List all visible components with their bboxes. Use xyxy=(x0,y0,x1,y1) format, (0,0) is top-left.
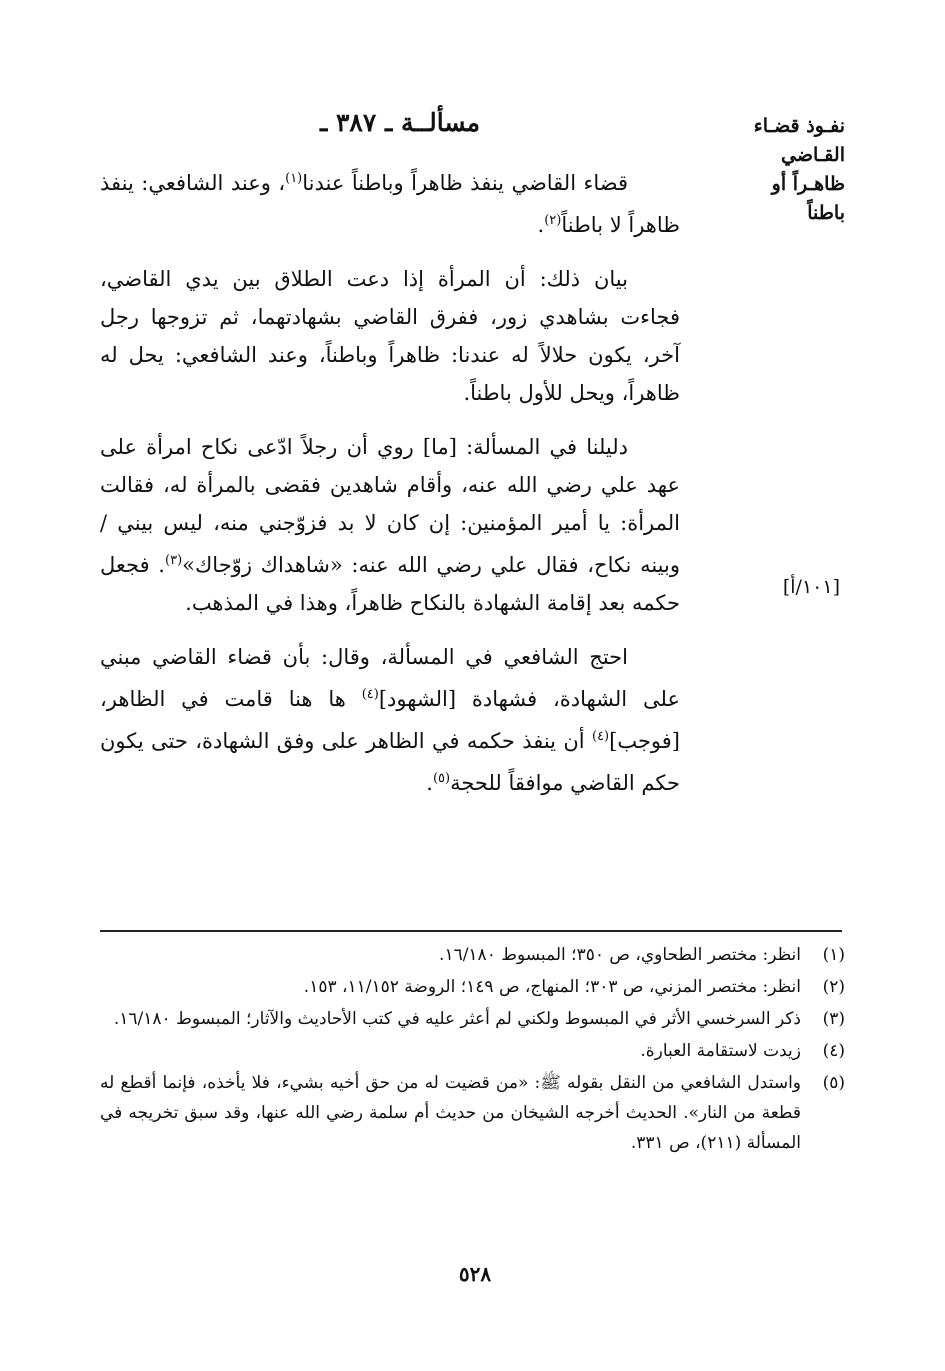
folio-marker: [١٠١/أ] xyxy=(782,576,840,598)
footnote xyxy=(100,940,845,970)
text-segment: . xyxy=(537,213,545,237)
text-segment: احتج الشافعي في المسألة، وقال: بأن قضاء القاضي مبني على الشهادة، فشهادة [الشهود] xyxy=(100,645,680,711)
footnote xyxy=(100,1036,845,1066)
issue-heading: مسألــة ـ ٣٨٧ ـ xyxy=(319,108,481,137)
footnote-text: انظر: مختصر الطحاوي، ص ٣٥٠؛ المبسوط ١٦/١٨٠. xyxy=(439,945,801,965)
footnote-divider xyxy=(100,930,842,932)
footnotes xyxy=(100,940,845,1160)
paragraph xyxy=(100,428,680,622)
footnote-ref: (٣) xyxy=(165,553,183,568)
paragraph xyxy=(100,260,680,412)
text-segment: قضاء القاضي ينفذ ظاهراً وباطناً عندنا xyxy=(302,171,629,195)
text-segment: دليلنا في المسألة: [ما] روي أن رجلاً ادّعى نكاح امرأة على عهد علي رضي الله عنه، وأقام شاهدين فقضى بالمرأة له، فقالت المرأة: يا أمير المؤمنين: إن كان لا بد فزوّجني منه، ليس بيني / وبينه نكاح، فقال علي رضي الله عنه: «شاهداك زوّجاك» xyxy=(100,435,681,577)
footnote-number: (٢) xyxy=(822,977,845,997)
footnote-ref: (٢) xyxy=(544,213,562,228)
footnote xyxy=(100,1068,845,1158)
footnote-text: زيدت لاستقامة العبارة. xyxy=(640,1041,801,1061)
footnote-number: (٤) xyxy=(822,1041,845,1061)
text-segment: بيان ذلك: أن المرأة إذا دعت الطلاق بين يدي القاضي، فجاءت بشاهدي زور، ففرق القاضي بشهادتهما، ثم تزوجها رجل آخر، يكون حلالاً له عندنا: ظاهراً وباطناً، وعند الشافعي: يحل له ظاهراً، ويحل للأول باطناً. xyxy=(100,267,680,405)
footnote-ref: (١) xyxy=(285,171,303,186)
margin-note: نفـوذ قضـاء القـاضي ظاهـراً أو باطناً xyxy=(753,115,845,224)
page-number: ٥٢٨ xyxy=(458,1262,492,1286)
footnote-text: ذكر السرخسي الأثر في المبسوط ولكني لم أعثر عليه في كتب الأحاديث والآثار؛ المبسوط ١٦/١٨٠. xyxy=(113,1009,801,1029)
text-segment: أن ينفذ حكمه في الظاهر على وفق الشهادة، حتى يكون حكم القاضي موافقاً للحجة xyxy=(100,729,680,795)
text-segment: ها هنا قامت في الظاهر، [فوجب] xyxy=(100,687,680,753)
footnote-text: انظر: مختصر المزني، ص ٣٠٣؛ المنهاج، ص ١٤٩؛ الروضة ١١/١٥٢، ١٥٣. xyxy=(303,977,801,997)
paragraph xyxy=(100,160,680,244)
footnote xyxy=(100,1004,845,1034)
footnote-number: (٥) xyxy=(822,1073,845,1093)
footnote-text: واستدل الشافعي من النقل بقوله ﷺ: «من قضيت له من حق أخيه بشيء، فلا يأخذه، فإنما أقطع له قطعة من النار». الحديث أخرجه الشيخان من حديث أم سلمة رضي الله عنها، وقد سبق تخريجه في المسألة (٢١١)، ص ٣٣١. xyxy=(100,1073,801,1153)
paragraph xyxy=(100,638,680,802)
footnote-ref: (٤) xyxy=(591,729,610,744)
main-text xyxy=(100,160,680,818)
footnote-number: (٣) xyxy=(822,1009,845,1029)
text-segment: ، وعند الشافعي: ينفذ ظاهراً لا باطناً xyxy=(100,171,680,237)
text-segment: . xyxy=(426,771,433,795)
footnote-ref: (٥) xyxy=(432,771,451,786)
text-segment: . فجعل حكمه بعد إقامة الشهادة بالنكاح ظاهراً، وهذا في المذهب. xyxy=(100,553,680,615)
footnote xyxy=(100,972,845,1002)
footnote-ref: (٤) xyxy=(361,687,379,702)
footnote-number: (١) xyxy=(822,945,845,965)
